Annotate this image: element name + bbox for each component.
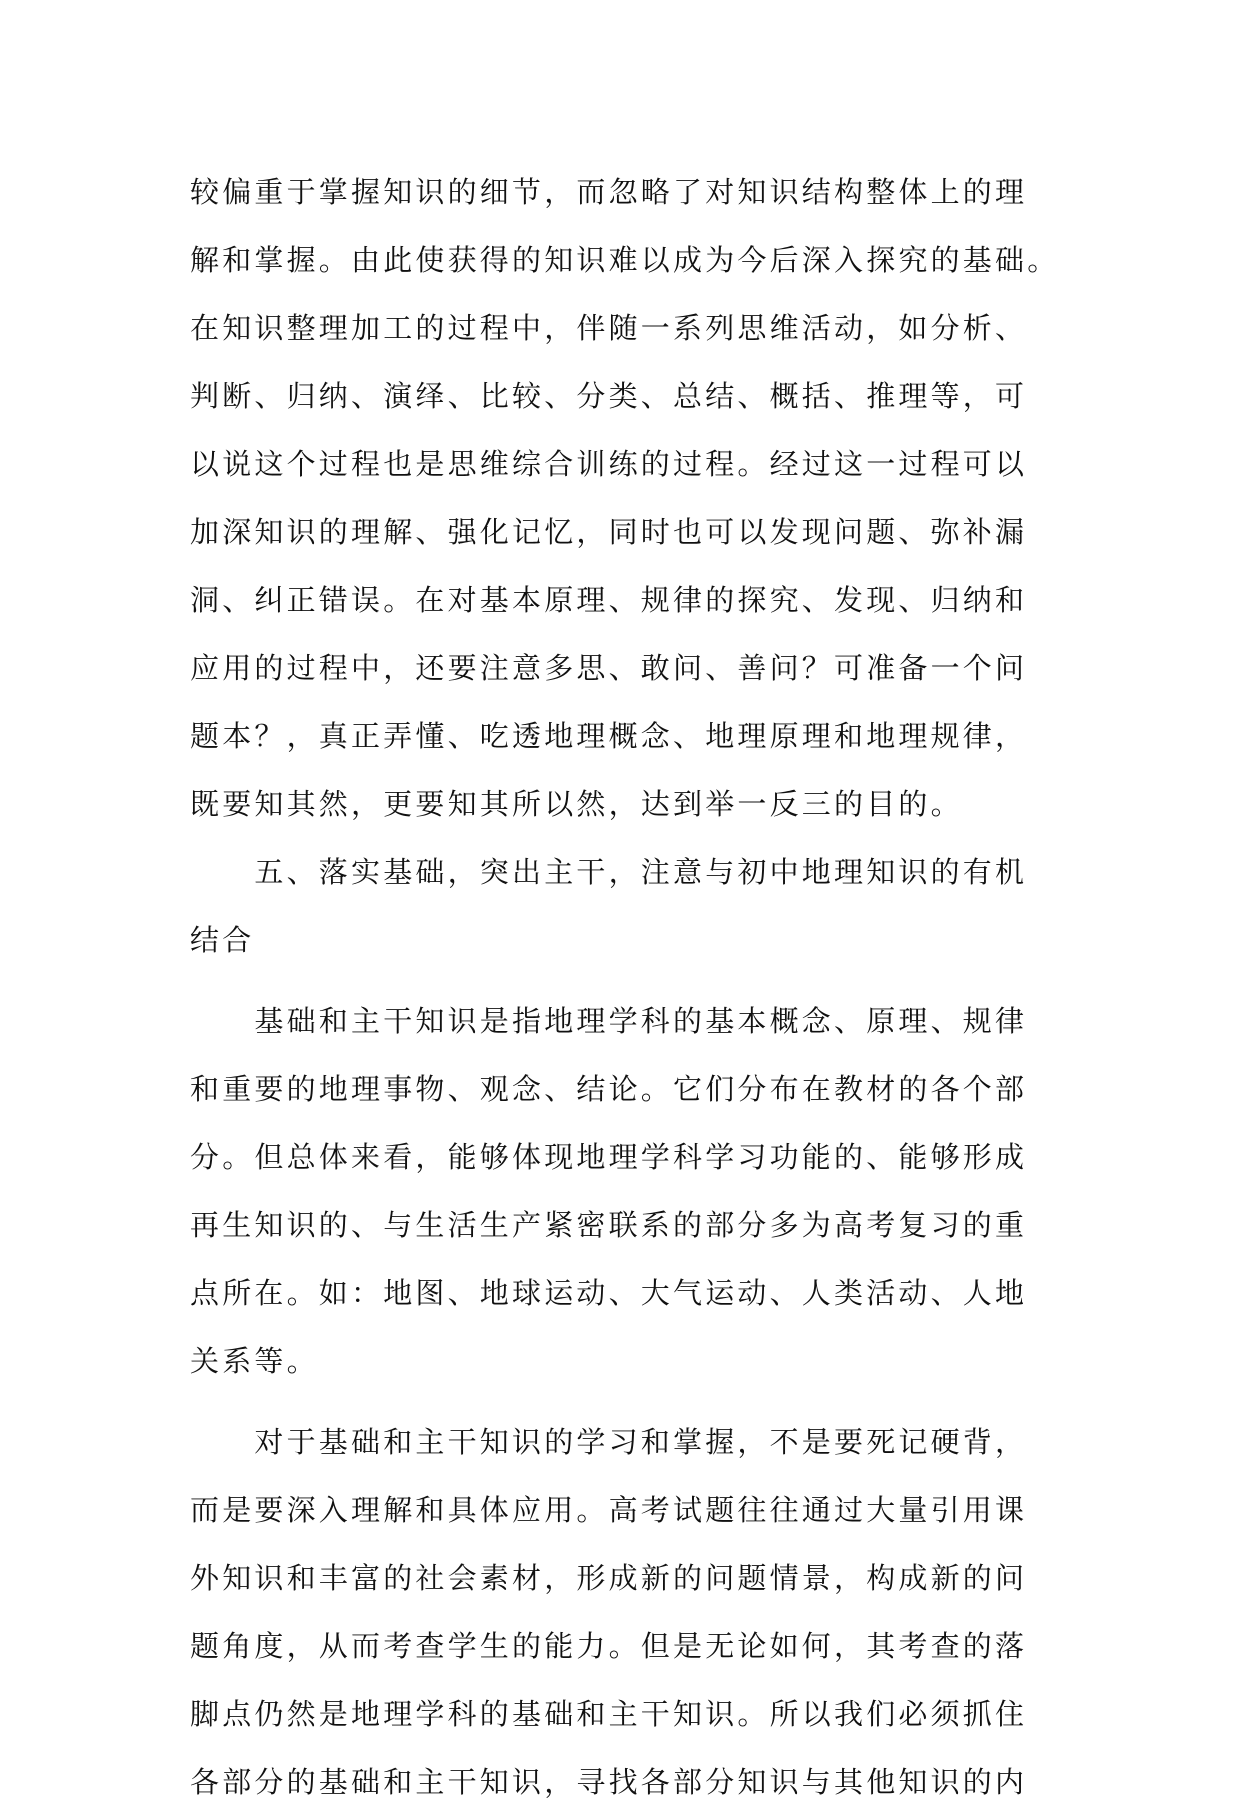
text-line: 题本？，真正弄懂、吃透地理概念、地理原理和地理规律， bbox=[190, 719, 1028, 753]
text-line: 以说这个过程也是思维综合训练的过程。经过这一过程可以 bbox=[190, 447, 1028, 481]
text-line: 洞、纠正错误。在对基本原理、规律的探究、发现、归纳和 bbox=[190, 583, 1028, 617]
section-heading-line: 结合 bbox=[190, 923, 255, 957]
text-line: 各部分的基础和主干知识，寻找各部分知识与其他知识的内 bbox=[190, 1765, 1028, 1799]
text-line: 较偏重于掌握知识的细节，而忽略了对知识结构整体上的理 bbox=[190, 175, 1028, 209]
text-line: 分。但总体来看，能够体现地理学科学习功能的、能够形成 bbox=[190, 1140, 1028, 1174]
text-line: 基础和主干知识是指地理学科的基本概念、原理、规律 bbox=[190, 1004, 1028, 1038]
text-line: 关系等。 bbox=[190, 1344, 319, 1378]
section-heading-line: 五、落实基础，突出主干，注意与初中地理知识的有机 bbox=[190, 855, 1028, 889]
text-line: 点所在。如：地图、地球运动、大气运动、人类活动、人地 bbox=[190, 1276, 1028, 1310]
text-line: 对于基础和主干知识的学习和掌握，不是要死记硬背， bbox=[190, 1425, 1028, 1459]
text-line: 在知识整理加工的过程中，伴随一系列思维活动，如分析、 bbox=[190, 311, 1028, 345]
text-line: 应用的过程中，还要注意多思、敢问、善问？可准备一个问 bbox=[190, 651, 1028, 685]
text-line: 外知识和丰富的社会素材，形成新的问题情景，构成新的问 bbox=[190, 1561, 1028, 1595]
text-line: 再生知识的、与生活生产紧密联系的部分多为高考复习的重 bbox=[190, 1208, 1028, 1242]
text-line: 判断、归纳、演绎、比较、分类、总结、概括、推理等，可 bbox=[190, 379, 1028, 413]
text-line: 和重要的地理事物、观念、结论。它们分布在教材的各个部 bbox=[190, 1072, 1028, 1106]
text-line: 加深知识的理解、强化记忆，同时也可以发现问题、弥补漏 bbox=[190, 515, 1028, 549]
paragraph-gap bbox=[190, 1395, 1090, 1408]
text-line: 脚点仍然是地理学科的基础和主干知识。所以我们必须抓住 bbox=[190, 1697, 1028, 1731]
text-line: 既要知其然，更要知其所以然，达到举一反三的目的。 bbox=[190, 787, 963, 821]
text-line: 而是要深入理解和具体应用。高考试题往往通过大量引用课 bbox=[190, 1493, 1028, 1527]
paragraph-gap bbox=[190, 974, 1090, 987]
text-line: 解和掌握。由此使获得的知识难以成为今后深入探究的基础。 bbox=[190, 243, 1060, 277]
text-line: 题角度，从而考查学生的能力。但是无论如何，其考查的落 bbox=[190, 1629, 1028, 1663]
body-text bbox=[190, 158, 1090, 1816]
